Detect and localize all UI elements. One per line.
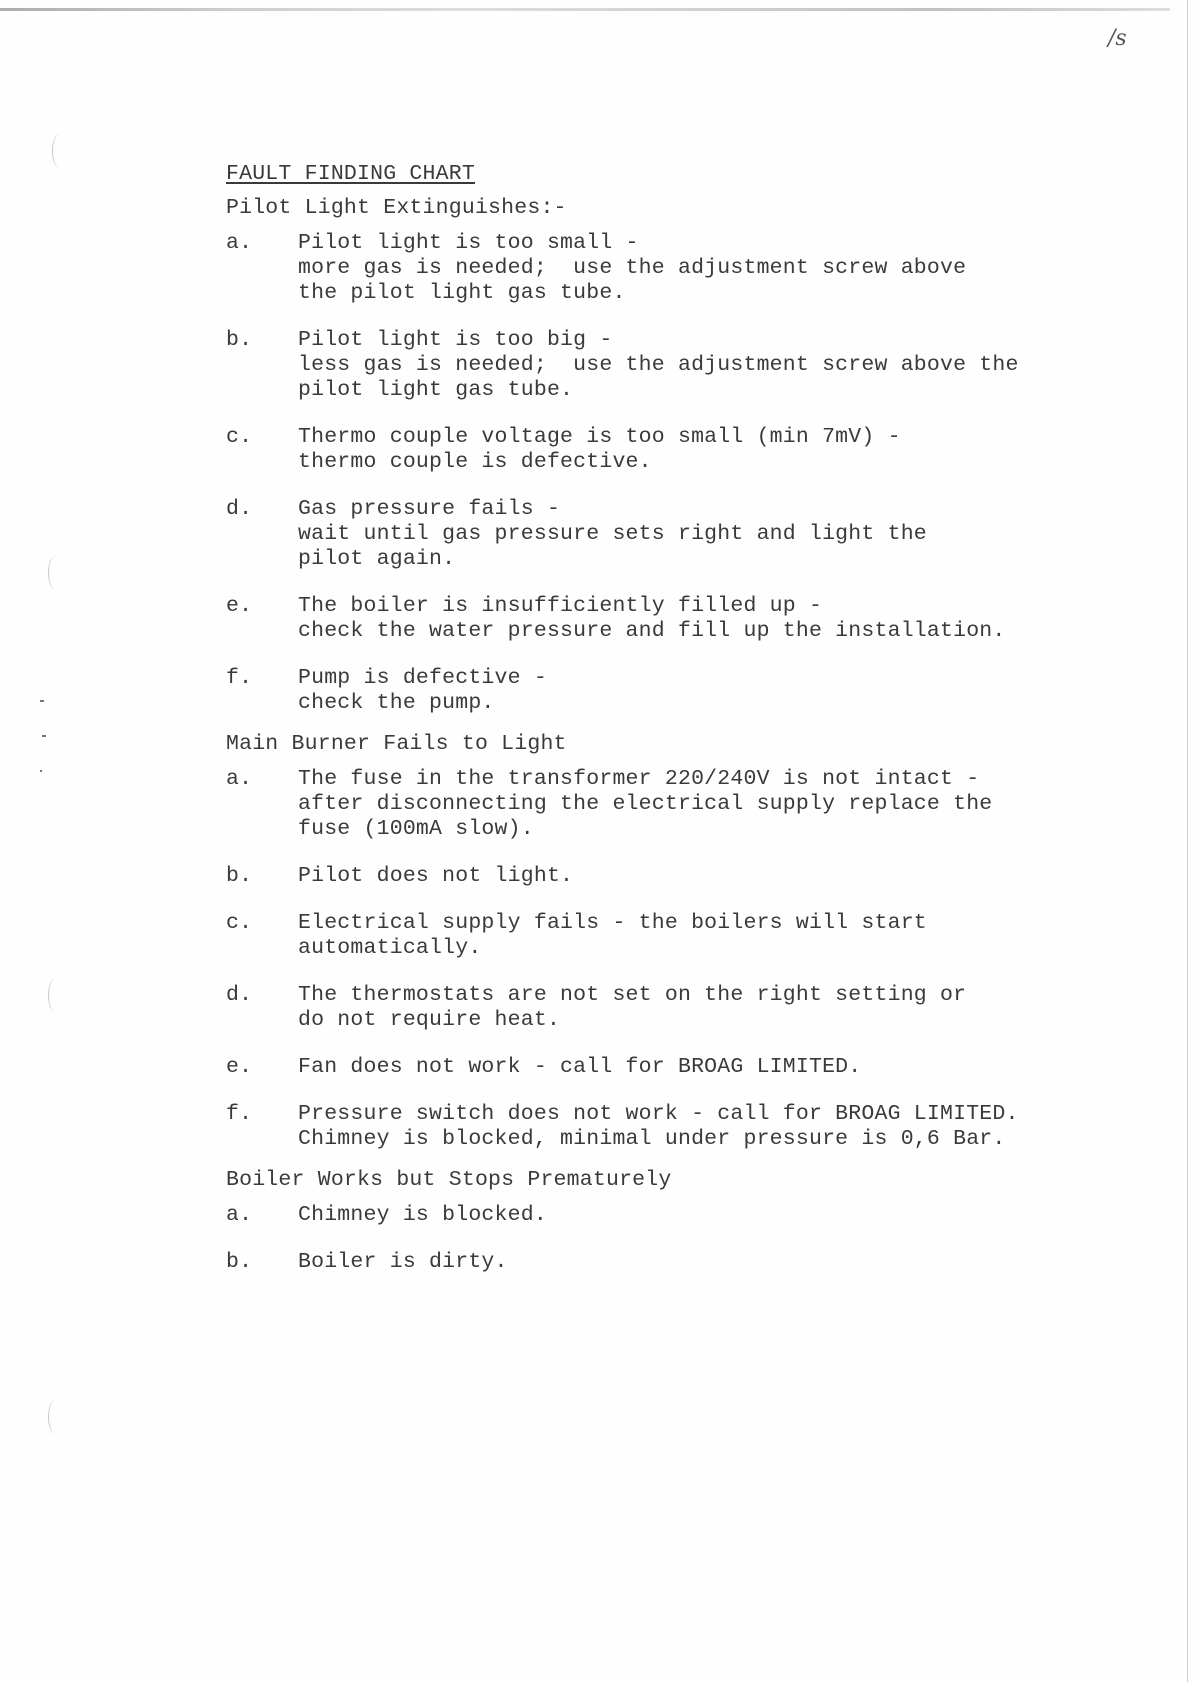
sections-container <box>226 196 1106 1275</box>
item-label: a. <box>226 231 253 255</box>
item-text-line: Gas pressure fails - <box>298 497 561 521</box>
scan-right-edge <box>1187 0 1188 1682</box>
item-text-line: do not require heat. <box>298 1008 561 1032</box>
item-text-line: Pilot does not light. <box>298 864 574 888</box>
item-label: a. <box>226 767 253 791</box>
item-text <box>298 594 1106 644</box>
item-text <box>298 231 1106 306</box>
scan-top-edge <box>0 8 1170 11</box>
item-text-line: check the pump. <box>298 691 495 715</box>
item-label: f. <box>226 666 253 690</box>
item-text-line: wait until gas pressure sets right and light the <box>298 522 927 546</box>
item-label: e. <box>226 594 253 618</box>
fault-section <box>226 732 1106 1152</box>
item-label: b. <box>226 864 253 888</box>
item-text-line: Pilot light is too small - <box>298 231 639 255</box>
fault-item <box>226 497 1106 572</box>
item-text-line: after disconnecting the electrical supply replace the <box>298 792 993 816</box>
fault-item <box>226 594 1106 644</box>
fault-item <box>226 767 1106 842</box>
item-label: e. <box>226 1055 253 1079</box>
item-text-line: pilot light gas tube. <box>298 378 574 402</box>
item-label: a. <box>226 1203 253 1227</box>
chart-title: FAULT FINDING CHART <box>226 162 475 186</box>
fault-item <box>226 864 1106 889</box>
item-text-line: Pump is defective - <box>298 666 547 690</box>
fault-item <box>226 328 1106 403</box>
page-number: /s <box>1108 26 1127 51</box>
fault-section <box>226 1168 1106 1275</box>
item-text-line: Thermo couple voltage is too small (min 7mV) - <box>298 425 901 449</box>
item-text <box>298 864 1106 889</box>
item-text <box>298 1203 1106 1228</box>
item-text <box>298 767 1106 842</box>
item-label: b. <box>226 328 253 352</box>
fault-item <box>226 1250 1106 1275</box>
item-text-line: The thermostats are not set on the right setting or <box>298 983 967 1007</box>
section-heading: Main Burner Fails to Light <box>226 732 567 756</box>
fault-item <box>226 1102 1106 1152</box>
item-text-line: Pressure switch does not work - call for BROAG LIMITED. <box>298 1102 1019 1126</box>
item-text <box>298 328 1106 403</box>
item-text <box>298 1055 1106 1080</box>
item-text-line: Electrical supply fails - the boilers will start <box>298 911 927 935</box>
punch-hole-mark <box>48 556 63 590</box>
item-text-line: The boiler is insufficiently filled up - <box>298 594 823 618</box>
item-label: d. <box>226 983 253 1007</box>
fault-item <box>226 983 1106 1033</box>
item-text <box>298 1250 1106 1275</box>
fault-item <box>226 1055 1106 1080</box>
item-text-line: Pilot light is too big - <box>298 328 613 352</box>
item-text-line: Chimney is blocked. <box>298 1203 547 1227</box>
item-label: c. <box>226 911 253 935</box>
section-heading: Pilot Light Extinguishes:- <box>226 196 567 220</box>
item-text-line: more gas is needed; use the adjustment screw above <box>298 256 967 280</box>
fault-item <box>226 1203 1106 1228</box>
punch-hole-mark <box>48 1400 63 1434</box>
item-label: f. <box>226 1102 253 1126</box>
punch-hole-mark <box>52 134 67 168</box>
punch-hole-mark <box>48 978 63 1012</box>
item-text-line: check the water pressure and fill up the installation. <box>298 619 1006 643</box>
item-label: d. <box>226 497 253 521</box>
item-text <box>298 983 1106 1033</box>
item-label: b. <box>226 1250 253 1274</box>
fault-item <box>226 425 1106 475</box>
scan-speck <box>40 700 44 702</box>
item-text <box>298 425 1106 475</box>
fault-item <box>226 666 1106 716</box>
scan-speck <box>42 735 46 737</box>
item-text-line: thermo couple is defective. <box>298 450 652 474</box>
scan-speck <box>40 770 42 772</box>
fault-item <box>226 911 1106 961</box>
item-text-line: Fan does not work - call for BROAG LIMITED. <box>298 1055 862 1079</box>
item-text-line: automatically. <box>298 936 482 960</box>
item-text-line: pilot again. <box>298 547 456 571</box>
item-text <box>298 911 1106 961</box>
item-label: c. <box>226 425 253 449</box>
item-text-line: fuse (100mA slow). <box>298 817 534 841</box>
fault-item <box>226 231 1106 306</box>
section-heading: Boiler Works but Stops Prematurely <box>226 1168 672 1192</box>
item-text <box>298 497 1106 572</box>
fault-finding-chart <box>226 162 1106 1291</box>
item-text-line: the pilot light gas tube. <box>298 281 626 305</box>
item-text-line: less gas is needed; use the adjustment screw above the <box>298 353 1019 377</box>
fault-section <box>226 196 1106 716</box>
item-text <box>298 1102 1106 1152</box>
item-text <box>298 666 1106 716</box>
item-text-line: The fuse in the transformer 220/240V is not intact - <box>298 767 980 791</box>
item-text-line: Chimney is blocked, minimal under pressure is 0,6 Bar. <box>298 1127 1006 1151</box>
item-text-line: Boiler is dirty. <box>298 1250 508 1274</box>
